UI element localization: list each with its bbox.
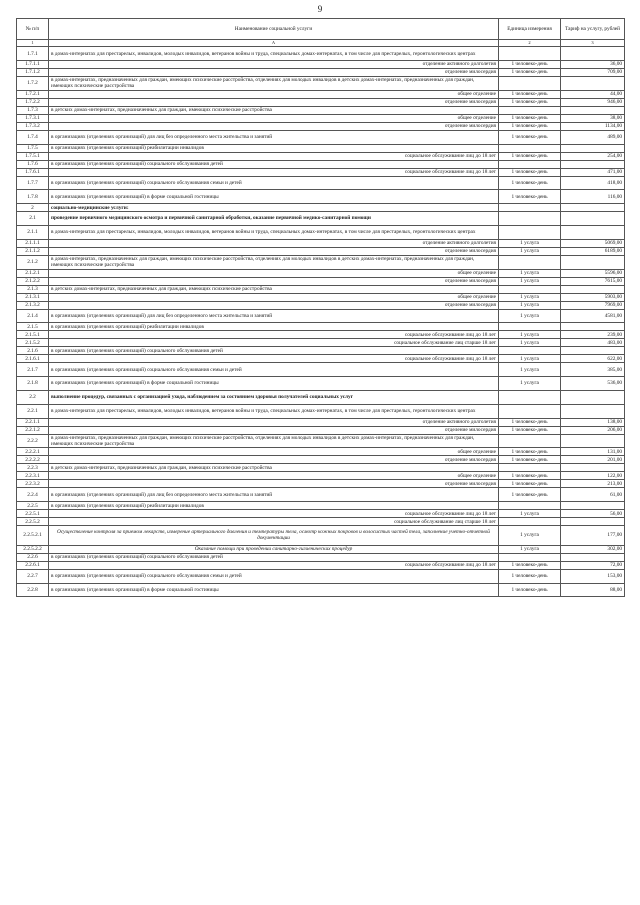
- service-name: в домах-интернатах для престарелых, инвалидов, молодых инвалидов, ветеранов войны и труда, специальных домах-интернатах, в том числе для престарелых, геронтологических центрах: [49, 404, 499, 418]
- tariff-value: 6189,00: [561, 247, 625, 255]
- tariff-value: [561, 285, 625, 293]
- service-name: отделение милосердия: [49, 426, 499, 434]
- tariff-value: [561, 404, 625, 418]
- row-number: 2.1.6.1: [17, 355, 49, 363]
- unit-of-measure: 1 услуга: [499, 510, 561, 518]
- header-unit: Единица измерения: [499, 19, 561, 40]
- unit-of-measure: [499, 106, 561, 114]
- table-row: [17, 285, 625, 293]
- unit-of-measure: 1 услуга: [499, 269, 561, 277]
- service-name: в организациях (отделениях организаций) социального обслуживания детей: [49, 347, 499, 355]
- table-row: [17, 269, 625, 277]
- table-row: [17, 323, 625, 331]
- service-name: отделение активного долголетия: [49, 61, 499, 69]
- service-name: общее отделение: [49, 269, 499, 277]
- tariff-value: [561, 347, 625, 355]
- service-name: социальное обслуживание лиц до 18 лет: [49, 331, 499, 339]
- table-row: [17, 448, 625, 456]
- tariff-value: 153,00: [561, 569, 625, 583]
- unit-of-measure: 1 услуга: [499, 301, 561, 309]
- service-name: в организациях (отделениях организаций) в форме социальной гостиницы: [49, 583, 499, 597]
- tariff-value: [561, 518, 625, 526]
- row-number: 2.2.5.2.1: [17, 526, 49, 546]
- table-row: [17, 377, 625, 391]
- tariff-value: 385,00: [561, 363, 625, 377]
- row-number: 2.2.4: [17, 488, 49, 502]
- service-name: в организациях (отделениях организаций) социального обслуживания семьи и детей: [49, 176, 499, 190]
- table-row: [17, 583, 625, 597]
- tariff-value: 254,00: [561, 152, 625, 160]
- tariff-value: 61,00: [561, 488, 625, 502]
- row-number: 2.1.5: [17, 323, 49, 331]
- row-number: 1.7.3: [17, 106, 49, 114]
- tariff-value: 709,00: [561, 69, 625, 77]
- row-number: 2.2.2.1: [17, 448, 49, 456]
- table-row: [17, 144, 625, 152]
- row-number: 2.1.3.1: [17, 293, 49, 301]
- tariff-value: [561, 77, 625, 91]
- tariff-value: 5903,00: [561, 293, 625, 301]
- row-number: 2.2.1: [17, 404, 49, 418]
- unit-of-measure: [499, 160, 561, 168]
- service-name: в организациях (отделениях организаций) социального обслуживания детей: [49, 160, 499, 168]
- unit-of-measure: 1 услуга: [499, 377, 561, 391]
- row-number: 2.2.5.1: [17, 510, 49, 518]
- row-number: 2.1.1.2: [17, 247, 49, 255]
- tariff-value: 206,00: [561, 426, 625, 434]
- unit-of-measure: 1 человеко-день: [499, 114, 561, 122]
- table-row: [17, 488, 625, 502]
- service-name: проведение первичного медицинского осмотра и первичной санитарной обработки, оказание первичной медико-санитарной помощи: [49, 212, 499, 226]
- table-row: [17, 77, 625, 91]
- table-row: [17, 404, 625, 418]
- table-row: [17, 277, 625, 285]
- tariff-value: 138,00: [561, 418, 625, 426]
- unit-of-measure: [499, 77, 561, 91]
- tariff-value: [561, 502, 625, 510]
- table-row: [17, 526, 625, 546]
- unit-of-measure: [499, 212, 561, 226]
- service-name: в организациях (отделениях организаций) реабилитации инвалидов: [49, 144, 499, 152]
- row-number: 1.7.1: [17, 47, 49, 61]
- row-number: 1.7.6.1: [17, 168, 49, 176]
- unit-of-measure: 1 человеко-день: [499, 456, 561, 464]
- tariff-value: [561, 464, 625, 472]
- table-row: [17, 98, 625, 106]
- table-row: [17, 480, 625, 488]
- tariff-value: 7615,00: [561, 277, 625, 285]
- table-row: [17, 331, 625, 339]
- row-number: 2.2.3.1: [17, 472, 49, 480]
- tariff-value: 1134,00: [561, 122, 625, 130]
- service-name: отделение милосердия: [49, 247, 499, 255]
- tariff-value: [561, 144, 625, 152]
- tariff-value: 201,00: [561, 456, 625, 464]
- service-name: в организациях (отделениях организаций) для лиц без определенного места жительства и занятий: [49, 488, 499, 502]
- tariff-value: 483,00: [561, 339, 625, 347]
- table-row: [17, 309, 625, 323]
- service-name: в организациях (отделениях организаций) реабилитации инвалидов: [49, 502, 499, 510]
- tariff-value: 471,00: [561, 168, 625, 176]
- unit-of-measure: 1 человеко-день: [499, 190, 561, 204]
- unit-of-measure: 1 услуга: [499, 309, 561, 323]
- unit-of-measure: 1 услуга: [499, 355, 561, 363]
- service-name: в детских домах-интернатах, предназначенных для граждан, имеющих психические расстройства: [49, 285, 499, 293]
- table-row: [17, 434, 625, 448]
- row-number: 1.7.3.2: [17, 122, 49, 130]
- unit-of-measure: 1 услуга: [499, 363, 561, 377]
- service-name: общее отделение: [49, 472, 499, 480]
- row-number: 1.7.4: [17, 130, 49, 144]
- unit-of-measure: [499, 347, 561, 355]
- row-number: 2.1.7: [17, 363, 49, 377]
- row-number: 2.1.5.2: [17, 339, 49, 347]
- table-row: [17, 69, 625, 77]
- row-number: 1.7.1.1: [17, 61, 49, 69]
- service-name: в домах-интернатах для престарелых, инвалидов, молодых инвалидов, ветеранов войны и труда, специальных домах-интернатах, в том числе для престарелых, геронтологических центрах: [49, 225, 499, 239]
- tariff-value: 72,00: [561, 561, 625, 569]
- table-row: [17, 168, 625, 176]
- unit-of-measure: 1 услуга: [499, 545, 561, 553]
- row-number: 1.7.3.1: [17, 114, 49, 122]
- row-number: 2.2.7: [17, 569, 49, 583]
- tariff-value: 88,00: [561, 583, 625, 597]
- service-name: общее отделение: [49, 293, 499, 301]
- row-number: 2.1.3: [17, 285, 49, 293]
- table-row: [17, 152, 625, 160]
- row-number: 2.1.8: [17, 377, 49, 391]
- unit-of-measure: 1 человеко-день: [499, 168, 561, 176]
- header-name: Наименование социальной услуги: [49, 19, 499, 40]
- table-row: [17, 212, 625, 226]
- table-row: [17, 518, 625, 526]
- row-number: 2.2.3.2: [17, 480, 49, 488]
- row-number: 2.1: [17, 212, 49, 226]
- unit-of-measure: 1 человеко-день: [499, 488, 561, 502]
- tariff-value: 122,00: [561, 472, 625, 480]
- table-row: [17, 239, 625, 247]
- table-header-row: [17, 19, 625, 40]
- column-index: A: [49, 40, 499, 47]
- column-index: 1: [17, 40, 49, 47]
- service-name: в организациях (отделениях организаций) реабилитации инвалидов: [49, 323, 499, 331]
- row-number: 2.1.5.1: [17, 331, 49, 339]
- row-number: 2.1.1: [17, 225, 49, 239]
- tariff-value: [561, 160, 625, 168]
- row-number: 2.2.2: [17, 434, 49, 448]
- unit-of-measure: 1 услуга: [499, 526, 561, 546]
- service-name: отделение милосердия: [49, 98, 499, 106]
- tariff-value: 946,00: [561, 98, 625, 106]
- tariff-value: [561, 225, 625, 239]
- table-row: [17, 301, 625, 309]
- unit-of-measure: 1 услуга: [499, 293, 561, 301]
- column-index: 3: [561, 40, 625, 47]
- service-name: отделение милосердия: [49, 122, 499, 130]
- service-name: социальное обслуживание лиц старше 18 лет: [49, 339, 499, 347]
- row-number: 1.7.5.1: [17, 152, 49, 160]
- service-name: социальное обслуживание лиц до 18 лет: [49, 168, 499, 176]
- header-price: Тариф на услугу, рублей: [561, 19, 625, 40]
- tariff-value: [561, 434, 625, 448]
- table-row: [17, 61, 625, 69]
- row-number: 2.2.5: [17, 502, 49, 510]
- table-row: [17, 561, 625, 569]
- service-name: отделение милосердия: [49, 277, 499, 285]
- unit-of-measure: [499, 434, 561, 448]
- row-number: 2.2.1.1: [17, 418, 49, 426]
- unit-of-measure: 1 человеко-день: [499, 583, 561, 597]
- service-name: Оказание помощи при проведении санитарно-гигиенических процедур: [49, 545, 499, 553]
- row-number: 1.7.8: [17, 190, 49, 204]
- row-number: 2.2.5.2: [17, 518, 49, 526]
- table-row: [17, 190, 625, 204]
- tariff-table: [16, 18, 625, 597]
- tariff-value: 418,00: [561, 176, 625, 190]
- tariff-value: [561, 255, 625, 269]
- unit-of-measure: 1 человеко-день: [499, 176, 561, 190]
- row-number: 2.1.1.1: [17, 239, 49, 247]
- row-number: 2.1.2.1: [17, 269, 49, 277]
- table-row: [17, 418, 625, 426]
- unit-of-measure: [499, 47, 561, 61]
- table-row: [17, 363, 625, 377]
- tariff-value: 44,00: [561, 90, 625, 98]
- tariff-value: 302,00: [561, 545, 625, 553]
- row-number: 1.7.2.1: [17, 90, 49, 98]
- row-number: 2: [17, 204, 49, 212]
- table-row: [17, 160, 625, 168]
- table-row: [17, 255, 625, 269]
- row-number: 1.7.2: [17, 77, 49, 91]
- service-name: общее отделение: [49, 114, 499, 122]
- service-name: в домах-интернатах, предназначенных для граждан, имеющих психические расстройства, отделениях для молодых инвалидов в детских домах-интернатах, предназначенных для граждан, имеющих психические расстройства: [49, 434, 499, 448]
- unit-of-measure: 1 услуга: [499, 277, 561, 285]
- service-name: социальное обслуживание лиц до 18 лет: [49, 355, 499, 363]
- tariff-value: 239,00: [561, 331, 625, 339]
- row-number: 1.7.6: [17, 160, 49, 168]
- tariff-value: 622,00: [561, 355, 625, 363]
- unit-of-measure: 1 услуга: [499, 331, 561, 339]
- unit-of-measure: 1 человеко-день: [499, 418, 561, 426]
- table-row: [17, 247, 625, 255]
- service-name: социально-медицинские услуги:: [49, 204, 499, 212]
- unit-of-measure: 1 человеко-день: [499, 69, 561, 77]
- row-number: 2.2: [17, 390, 49, 404]
- row-number: 2.1.6: [17, 347, 49, 355]
- service-name: в организациях (отделениях организаций) в форме социальной гостиницы: [49, 190, 499, 204]
- tariff-value: [561, 106, 625, 114]
- service-name: отделение активного долголетия: [49, 239, 499, 247]
- tariff-value: 177,00: [561, 526, 625, 546]
- unit-of-measure: [499, 323, 561, 331]
- table-row: [17, 204, 625, 212]
- tariff-value: [561, 47, 625, 61]
- row-number: 2.2.5.2.2: [17, 545, 49, 553]
- service-name: социальное обслуживание лиц до 18 лет: [49, 561, 499, 569]
- table-row: [17, 176, 625, 190]
- service-name: в домах-интернатах для престарелых, инвалидов, молодых инвалидов, ветеранов войны и труда, специальных домах-интернатах, в том числе для престарелых, геронтологических центрах: [49, 47, 499, 61]
- unit-of-measure: 1 человеко-день: [499, 448, 561, 456]
- row-number: 1.7.5: [17, 144, 49, 152]
- service-name: отделение активного долголетия: [49, 418, 499, 426]
- service-name: отделение милосердия: [49, 69, 499, 77]
- table-row: [17, 510, 625, 518]
- service-name: в организациях (отделениях организаций) социального обслуживания семьи и детей: [49, 363, 499, 377]
- service-name: общее отделение: [49, 448, 499, 456]
- service-name: в организациях (отделениях организаций) в форме социальной гостиницы: [49, 377, 499, 391]
- row-number: 2.1.2.2: [17, 277, 49, 285]
- table-row: [17, 293, 625, 301]
- unit-of-measure: 1 услуга: [499, 247, 561, 255]
- unit-of-measure: [499, 404, 561, 418]
- table-body: [17, 47, 625, 597]
- row-number: 2.2.8: [17, 583, 49, 597]
- header-num: № п/п: [17, 19, 49, 40]
- unit-of-measure: 1 человеко-день: [499, 480, 561, 488]
- tariff-value: 5069,00: [561, 239, 625, 247]
- row-number: 1.7.1.2: [17, 69, 49, 77]
- table-row: [17, 472, 625, 480]
- tariff-value: 213,00: [561, 480, 625, 488]
- table-row: [17, 339, 625, 347]
- row-number: 1.7.2.2: [17, 98, 49, 106]
- table-row: [17, 456, 625, 464]
- row-number: 2.1.2: [17, 255, 49, 269]
- row-number: 2.2.1.2: [17, 426, 49, 434]
- row-number: 2.2.2.2: [17, 456, 49, 464]
- unit-of-measure: 1 человеко-день: [499, 569, 561, 583]
- tariff-value: 4581,00: [561, 309, 625, 323]
- service-name: в домах-интернатах, предназначенных для граждан, имеющих психические расстройства, отделениях для молодых инвалидов в детских домах-интернатах, предназначенных для граждан, имеющих психические расстройства: [49, 77, 499, 91]
- tariff-value: 7969,00: [561, 301, 625, 309]
- row-number: 2.2.6: [17, 553, 49, 561]
- service-name: отделение милосердия: [49, 301, 499, 309]
- service-name: социальное обслуживание лиц старше 18 лет: [49, 518, 499, 526]
- table-row: [17, 347, 625, 355]
- tariff-value: [561, 212, 625, 226]
- service-name: в детских домах-интернатах, предназначенных для граждан, имеющих психические расстройства: [49, 106, 499, 114]
- row-number: 2.1.4: [17, 309, 49, 323]
- table-row: [17, 114, 625, 122]
- service-name: выполнение процедур, связанных с организацией ухода, наблюдением за состоянием здоровья получателей социальных услуг: [49, 390, 499, 404]
- service-name: в организациях (отделениях организаций) социального обслуживания детей: [49, 553, 499, 561]
- table-row: [17, 545, 625, 553]
- unit-of-measure: 1 человеко-день: [499, 98, 561, 106]
- table-row: [17, 47, 625, 61]
- unit-of-measure: [499, 225, 561, 239]
- table-row: [17, 569, 625, 583]
- service-name: в организациях (отделениях организаций) для лиц без определенного места жительства и занятий: [49, 309, 499, 323]
- service-name: Осуществление контроля за приемом лекарств, измерение артериального давления и температуры тела, осмотр кожных покровов и волосистых частей тела, заполнение учетно-отчетной документации: [49, 526, 499, 546]
- row-number: 2.2.3: [17, 464, 49, 472]
- tariff-value: [561, 323, 625, 331]
- tariff-value: 5596,00: [561, 269, 625, 277]
- unit-of-measure: 1 человеко-день: [499, 152, 561, 160]
- unit-of-measure: [499, 464, 561, 472]
- column-index-row: [17, 40, 625, 47]
- table-row: [17, 355, 625, 363]
- service-name: в домах-интернатах, предназначенных для граждан, имеющих психические расстройства, отделениях для молодых инвалидов в детских домах-интернатах, предназначенных для граждан, имеющих психические расстройства: [49, 255, 499, 269]
- table-row: [17, 553, 625, 561]
- table-row: [17, 225, 625, 239]
- unit-of-measure: [499, 285, 561, 293]
- unit-of-measure: 1 услуга: [499, 239, 561, 247]
- unit-of-measure: [499, 144, 561, 152]
- unit-of-measure: 1 человеко-день: [499, 130, 561, 144]
- tariff-value: 116,00: [561, 190, 625, 204]
- service-name: отделение милосердия: [49, 456, 499, 464]
- tariff-value: 536,00: [561, 377, 625, 391]
- unit-of-measure: 1 человеко-день: [499, 561, 561, 569]
- tariff-value: [561, 553, 625, 561]
- service-name: в детских домах-интернатах, предназначенных для граждан, имеющих психические расстройства: [49, 464, 499, 472]
- row-number: 1.7.7: [17, 176, 49, 190]
- unit-of-measure: 1 человеко-день: [499, 426, 561, 434]
- unit-of-measure: 1 человеко-день: [499, 472, 561, 480]
- unit-of-measure: [499, 204, 561, 212]
- tariff-value: 489,00: [561, 130, 625, 144]
- service-name: общее отделение: [49, 90, 499, 98]
- service-name: в организациях (отделениях организаций) социального обслуживания семьи и детей: [49, 569, 499, 583]
- service-name: отделение милосердия: [49, 480, 499, 488]
- unit-of-measure: [499, 390, 561, 404]
- row-number: 2.1.3.2: [17, 301, 49, 309]
- table-row: [17, 502, 625, 510]
- table-row: [17, 130, 625, 144]
- unit-of-measure: 1 человеко-день: [499, 122, 561, 130]
- column-index: 2: [499, 40, 561, 47]
- table-row: [17, 426, 625, 434]
- unit-of-measure: 1 услуга: [499, 339, 561, 347]
- service-name: социальное обслуживание лиц до 18 лет: [49, 510, 499, 518]
- table-row: [17, 390, 625, 404]
- tariff-value: 36,00: [561, 61, 625, 69]
- service-name: социальное обслуживание лиц до 18 лет: [49, 152, 499, 160]
- tariff-value: 38,00: [561, 114, 625, 122]
- unit-of-measure: [499, 553, 561, 561]
- page-number: 9: [317, 4, 323, 14]
- unit-of-measure: [499, 518, 561, 526]
- service-name: в организациях (отделениях организаций) для лиц без определенного места жительства и занятий: [49, 130, 499, 144]
- row-number: 2.2.6.1: [17, 561, 49, 569]
- tariff-value: [561, 204, 625, 212]
- unit-of-measure: 1 человеко-день: [499, 61, 561, 69]
- tariff-value: 56,00: [561, 510, 625, 518]
- tariff-value: [561, 390, 625, 404]
- unit-of-measure: [499, 255, 561, 269]
- unit-of-measure: 1 человеко-день: [499, 90, 561, 98]
- table-row: [17, 106, 625, 114]
- table-row: [17, 90, 625, 98]
- table-row: [17, 464, 625, 472]
- tariff-value: 131,00: [561, 448, 625, 456]
- table-row: [17, 122, 625, 130]
- unit-of-measure: [499, 502, 561, 510]
